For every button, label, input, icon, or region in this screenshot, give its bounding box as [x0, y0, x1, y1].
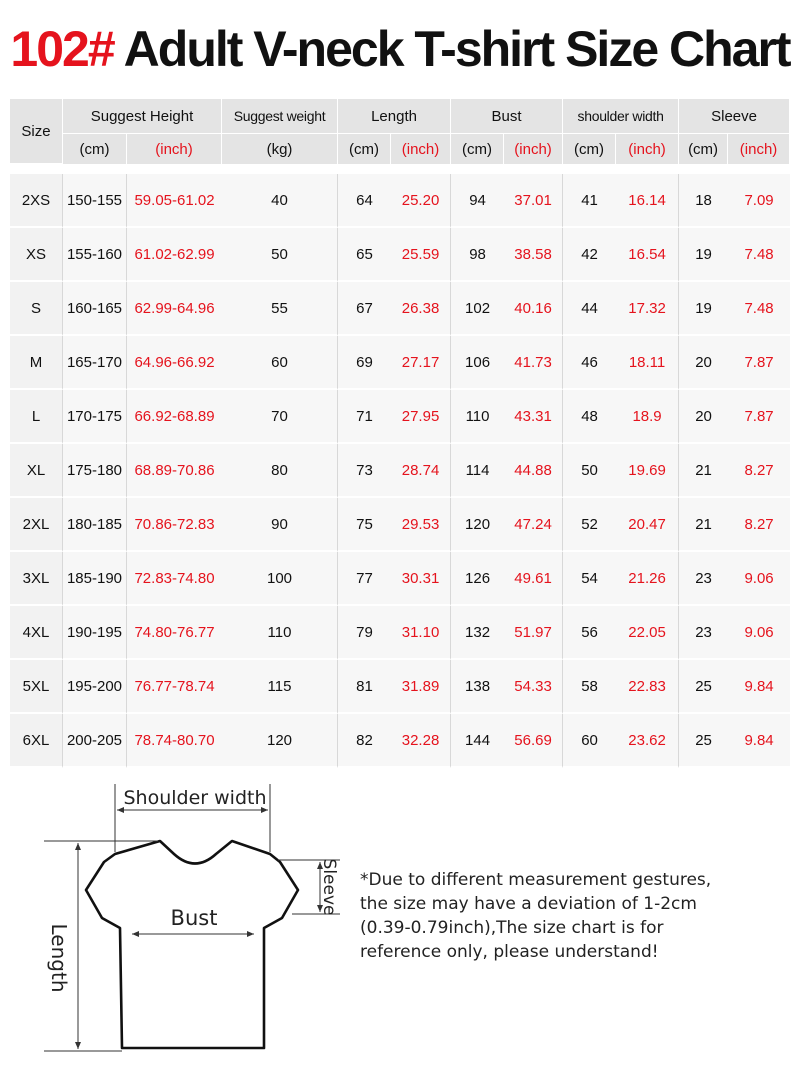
size-cell: L	[10, 390, 63, 444]
table-cell: 26.38	[391, 282, 451, 336]
size-cell: 3XL	[10, 552, 63, 606]
table-cell: 114	[451, 444, 504, 498]
table-cell: 7.48	[728, 282, 790, 336]
size-cell: 5XL	[10, 660, 63, 714]
table-cell: 170-175	[63, 390, 127, 444]
table-cell: 31.10	[391, 606, 451, 660]
table-cell: 64	[338, 174, 391, 228]
table-cell: 56	[563, 606, 616, 660]
table-cell: 9.06	[728, 552, 790, 606]
table-cell: 19.69	[616, 444, 679, 498]
table-cell: 16.14	[616, 174, 679, 228]
unit-length-inch: (inch)	[391, 134, 451, 164]
table-cell: 29.53	[391, 498, 451, 552]
table-cell: 71	[338, 390, 391, 444]
table-cell: 70.86-72.83	[127, 498, 222, 552]
table-cell: 31.89	[391, 660, 451, 714]
table-row	[10, 660, 790, 714]
size-chart-table	[10, 99, 790, 768]
table-cell: 20	[679, 336, 728, 390]
table-cell: 61.02-62.99	[127, 228, 222, 282]
table-cell: 190-195	[63, 606, 127, 660]
table-cell: 132	[451, 606, 504, 660]
table-cell: 66.92-68.89	[127, 390, 222, 444]
table-cell: 7.87	[728, 336, 790, 390]
unit-weight-kg: (kg)	[222, 134, 338, 164]
table-cell: 78.74-80.70	[127, 714, 222, 768]
table-cell: 74.80-76.77	[127, 606, 222, 660]
table-body	[10, 164, 790, 768]
table-cell: 44	[563, 282, 616, 336]
table-row	[10, 174, 790, 228]
table-cell: 20.47	[616, 498, 679, 552]
size-cell: M	[10, 336, 63, 390]
table-cell: 60	[563, 714, 616, 768]
table-cell: 175-180	[63, 444, 127, 498]
table-cell: 19	[679, 228, 728, 282]
table-cell: 138	[451, 660, 504, 714]
unit-sleeve-cm: (cm)	[679, 134, 728, 164]
size-cell: XL	[10, 444, 63, 498]
table-cell: 76.77-78.74	[127, 660, 222, 714]
shoulder-width-label: Shoulder width	[123, 787, 267, 809]
table-cell: 7.09	[728, 174, 790, 228]
table-cell: 18.11	[616, 336, 679, 390]
table-row	[10, 390, 790, 444]
table-cell: 28.74	[391, 444, 451, 498]
header-bust: Bust	[451, 99, 563, 134]
table-cell: 30.31	[391, 552, 451, 606]
table-cell: 102	[451, 282, 504, 336]
unit-bust-cm: (cm)	[451, 134, 504, 164]
unit-height-inch: (inch)	[127, 134, 222, 164]
table-cell: 72.83-74.80	[127, 552, 222, 606]
table-cell: 40	[222, 174, 338, 228]
unit-bust-inch: (inch)	[504, 134, 563, 164]
table-cell: 59.05-61.02	[127, 174, 222, 228]
table-cell: 41	[563, 174, 616, 228]
table-cell: 38.58	[504, 228, 563, 282]
unit-height-cm: (cm)	[63, 134, 127, 164]
table-cell: 25	[679, 714, 728, 768]
unit-length-cm: (cm)	[338, 134, 391, 164]
size-header: Size	[10, 99, 63, 164]
sleeve-label: Sleeve	[319, 858, 339, 916]
table-cell: 150-155	[63, 174, 127, 228]
table-cell: 9.84	[728, 660, 790, 714]
table-cell: 40.16	[504, 282, 563, 336]
table-cell: 110	[222, 606, 338, 660]
table-cell: 54.33	[504, 660, 563, 714]
note-line: *Due to different measurement gestures,	[360, 870, 712, 890]
table-cell: 80	[222, 444, 338, 498]
table-cell: 160-165	[63, 282, 127, 336]
table-cell: 90	[222, 498, 338, 552]
table-cell: 82	[338, 714, 391, 768]
table-cell: 9.06	[728, 606, 790, 660]
unit-sleeve-inch: (inch)	[728, 134, 790, 164]
tshirt-diagram	[40, 770, 360, 1060]
header-shoulder: shoulder width	[563, 99, 679, 134]
table-cell: 144	[451, 714, 504, 768]
table-cell: 23	[679, 552, 728, 606]
table-cell: 23	[679, 606, 728, 660]
table-row	[10, 606, 790, 660]
table-cell: 43.31	[504, 390, 563, 444]
table-cell: 67	[338, 282, 391, 336]
page-title	[0, 14, 800, 84]
size-cell: 2XL	[10, 498, 63, 552]
table-cell: 18	[679, 174, 728, 228]
header-sleeve: Sleeve	[679, 99, 790, 134]
size-cell: XS	[10, 228, 63, 282]
size-cell: S	[10, 282, 63, 336]
note-line: (0.39-0.79inch),The size chart is for	[360, 918, 664, 938]
table-cell: 155-160	[63, 228, 127, 282]
table-cell: 94	[451, 174, 504, 228]
title-number: 102#	[10, 21, 114, 77]
table-cell: 21	[679, 444, 728, 498]
table-cell: 21.26	[616, 552, 679, 606]
table-cell: 44.88	[504, 444, 563, 498]
table-row	[10, 552, 790, 606]
table-cell: 77	[338, 552, 391, 606]
table-cell: 54	[563, 552, 616, 606]
table-cell: 9.84	[728, 714, 790, 768]
size-cell: 6XL	[10, 714, 63, 768]
note-line: reference only, please understand!	[360, 942, 659, 962]
table-cell: 75	[338, 498, 391, 552]
table-cell: 22.05	[616, 606, 679, 660]
table-cell: 100	[222, 552, 338, 606]
table-cell: 46	[563, 336, 616, 390]
header-weight: Suggest weight	[222, 99, 338, 134]
table-cell: 79	[338, 606, 391, 660]
table-cell: 16.54	[616, 228, 679, 282]
size-cell: 4XL	[10, 606, 63, 660]
table-cell: 25.59	[391, 228, 451, 282]
table-cell: 47.24	[504, 498, 563, 552]
table-row	[10, 228, 790, 282]
table-cell: 19	[679, 282, 728, 336]
table-cell: 7.48	[728, 228, 790, 282]
table-cell: 27.95	[391, 390, 451, 444]
table-cell: 52	[563, 498, 616, 552]
table-cell: 110	[451, 390, 504, 444]
table-cell: 62.99-64.96	[127, 282, 222, 336]
table-cell: 22.83	[616, 660, 679, 714]
table-row	[10, 444, 790, 498]
table-cell: 8.27	[728, 498, 790, 552]
table-cell: 115	[222, 660, 338, 714]
table-cell: 23.62	[616, 714, 679, 768]
table-cell: 120	[222, 714, 338, 768]
size-cell: 2XS	[10, 174, 63, 228]
header-height: Suggest Height	[63, 99, 222, 134]
table-cell: 25	[679, 660, 728, 714]
header-row	[10, 99, 790, 134]
table-cell: 69	[338, 336, 391, 390]
table-cell: 41.73	[504, 336, 563, 390]
table-cell: 68.89-70.86	[127, 444, 222, 498]
unit-shoulder-inch: (inch)	[616, 134, 679, 164]
table-cell: 73	[338, 444, 391, 498]
table-cell: 21	[679, 498, 728, 552]
table-cell: 56.69	[504, 714, 563, 768]
table-cell: 55	[222, 282, 338, 336]
length-label: Length	[47, 923, 71, 993]
table-cell: 50	[222, 228, 338, 282]
table-cell: 25.20	[391, 174, 451, 228]
disclaimer-note	[360, 868, 780, 964]
table-cell: 126	[451, 552, 504, 606]
table-cell: 64.96-66.92	[127, 336, 222, 390]
table-cell: 20	[679, 390, 728, 444]
bust-label: Bust	[170, 906, 218, 930]
table-cell: 60	[222, 336, 338, 390]
table-cell: 58	[563, 660, 616, 714]
table-cell: 98	[451, 228, 504, 282]
table-cell: 195-200	[63, 660, 127, 714]
table-cell: 81	[338, 660, 391, 714]
table-cell: 106	[451, 336, 504, 390]
table-row	[10, 336, 790, 390]
table-cell: 32.28	[391, 714, 451, 768]
table-cell: 48	[563, 390, 616, 444]
table-cell: 27.17	[391, 336, 451, 390]
table-cell: 49.61	[504, 552, 563, 606]
table-cell: 42	[563, 228, 616, 282]
table-cell: 51.97	[504, 606, 563, 660]
unit-shoulder-cm: (cm)	[563, 134, 616, 164]
table-cell: 65	[338, 228, 391, 282]
table-cell: 185-190	[63, 552, 127, 606]
table-cell: 165-170	[63, 336, 127, 390]
table-row	[10, 714, 790, 768]
table-cell: 200-205	[63, 714, 127, 768]
table-cell: 17.32	[616, 282, 679, 336]
table-cell: 7.87	[728, 390, 790, 444]
table-row	[10, 498, 790, 552]
table-row	[10, 282, 790, 336]
note-line: the size may have a deviation of 1-2cm	[360, 894, 697, 914]
table-cell: 50	[563, 444, 616, 498]
table-cell: 70	[222, 390, 338, 444]
header-length: Length	[338, 99, 451, 134]
table-cell: 120	[451, 498, 504, 552]
unit-row	[10, 134, 790, 164]
table-cell: 18.9	[616, 390, 679, 444]
tshirt-outline	[86, 841, 298, 1048]
title-text: Adult V-neck T-shirt Size Chart	[113, 21, 790, 77]
table-cell: 180-185	[63, 498, 127, 552]
table-cell: 37.01	[504, 174, 563, 228]
table-cell: 8.27	[728, 444, 790, 498]
